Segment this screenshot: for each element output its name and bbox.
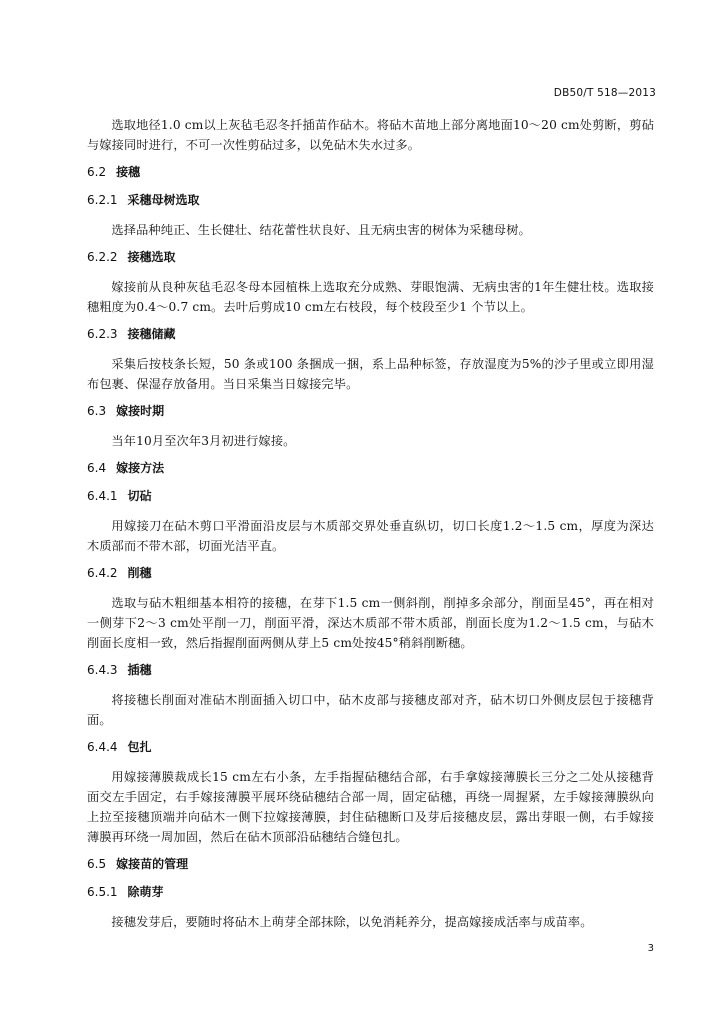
section-title: 嫁接方法 [116,461,165,475]
section-number: 6.2.1 [87,193,118,207]
section-number: 6.4.2 [87,566,118,580]
paragraph: 用嫁接刀在砧木剪口平滑面沿皮层与木质部交界处垂直纵切，切口长度1.2～1.5 cm，厚度为深达木质部而不带木部，切面光洁平直。 [87,519,654,553]
section-number: 6.4.3 [87,663,118,677]
section-title: 切砧 [127,489,152,503]
paragraph: 选取地径1.0 cm以上灰毡毛忍冬扦插苗作砧木。将砧木苗地上部分离地面10～20 cm处剪断，剪砧与嫁接同时进行，不可一次性剪砧过多，以免砧木失水过多。 [87,118,654,152]
section-heading [87,192,654,208]
section-heading [87,884,654,900]
section-heading [87,249,654,265]
section-number: 6.4 [87,461,107,475]
section-title: 嫁接苗的管理 [116,857,189,871]
section-title: 削穗 [127,566,152,580]
section-title: 采穗母树选取 [127,193,200,207]
section-heading [87,326,654,342]
section-number: 6.2.2 [87,250,118,264]
paragraph: 采集后按枝条长短，50 条或100 条捆成一捆，系上品种标签，存放湿度为5%的沙子里或立即用湿布包裹、保湿存放备用。当日采集当日嫁接完毕。 [87,357,654,391]
section-heading [87,403,654,419]
section-number: 6.3 [87,404,107,418]
section-number: 6.5.1 [87,885,118,899]
paragraph: 当年10月至次年3月初进行嫁接。 [111,434,296,448]
section-title: 接穗选取 [127,250,176,264]
document-standard-number: DB50/T 518—2013 [553,87,656,99]
paragraph: 选取与砧木粗细基本相符的接穗，在芽下1.5 cm一侧斜削，削掉多余部分，削面呈45°，再在相对一侧芽下2～3 cm处平削一刀，削面平滑，深达木质部不带木质部，削面长度为1.2～1.5 cm，与砧木削面长度相一致，然后指握削面两侧从芽上5 cm处按45°稍斜削断穗。 [87,596,654,650]
section-number: 6.2.3 [87,327,118,341]
section-heading [87,460,654,476]
document-body [87,115,654,941]
section-title: 接穗 [116,165,141,179]
section-number: 6.2 [87,165,107,179]
section-heading [87,164,654,180]
section-title: 嫁接时期 [116,404,165,418]
section-title: 包扎 [127,740,152,754]
section-number: 6.4.1 [87,489,118,503]
section-heading [87,739,654,755]
section-title: 接穗储藏 [127,327,176,341]
paragraph: 用嫁接薄膜裁成长15 cm左右小条，左手指握砧穗结合部，右手拿嫁接薄膜长三分之二处从接穗背面交左手固定，右手嫁接薄膜平展环绕砧穗结合部一周，固定砧穗，再绕一周握紧，左手嫁接薄膜纵向上拉至接穗顶端并向砧木一侧下拉嫁接薄膜，封住砧穗断口及芽后接穗皮层，露出芽眼一侧，右手嫁接薄膜再环绕一周加固，然后在砧木顶部沿砧穗结合缝包扎。 [87,770,654,844]
section-heading [87,662,654,678]
paragraph: 接穗发芽后，要随时将砧木上萌芽全部抹除，以免消耗养分，提高嫁接成活率与成苗率。 [111,915,593,929]
paragraph: 将接穗长削面对准砧木削面插入切口中，砧木皮部与接穗皮部对齐，砧木切口外侧皮层包于接穗背面。 [87,693,654,727]
paragraph: 选择品种纯正、生长健壮、结花蕾性状良好、且无病虫害的树体为采穗母树。 [111,223,531,237]
page-number: 3 [647,943,654,954]
section-title: 插穗 [127,663,152,677]
section-number: 6.5 [87,857,107,871]
section-number: 6.4.4 [87,740,118,754]
section-heading [87,488,654,504]
section-title: 除萌芽 [127,885,164,899]
section-heading [87,565,654,581]
section-heading [87,856,654,872]
paragraph: 嫁接前从良种灰毡毛忍冬母本园植株上选取充分成熟、芽眼饱满、无病虫害的1年生健壮枝。选取接穗粗度为0.4～0.7 cm。去叶后剪成10 cm左右枝段，每个枝段至少1 个节以上。 [87,280,654,314]
